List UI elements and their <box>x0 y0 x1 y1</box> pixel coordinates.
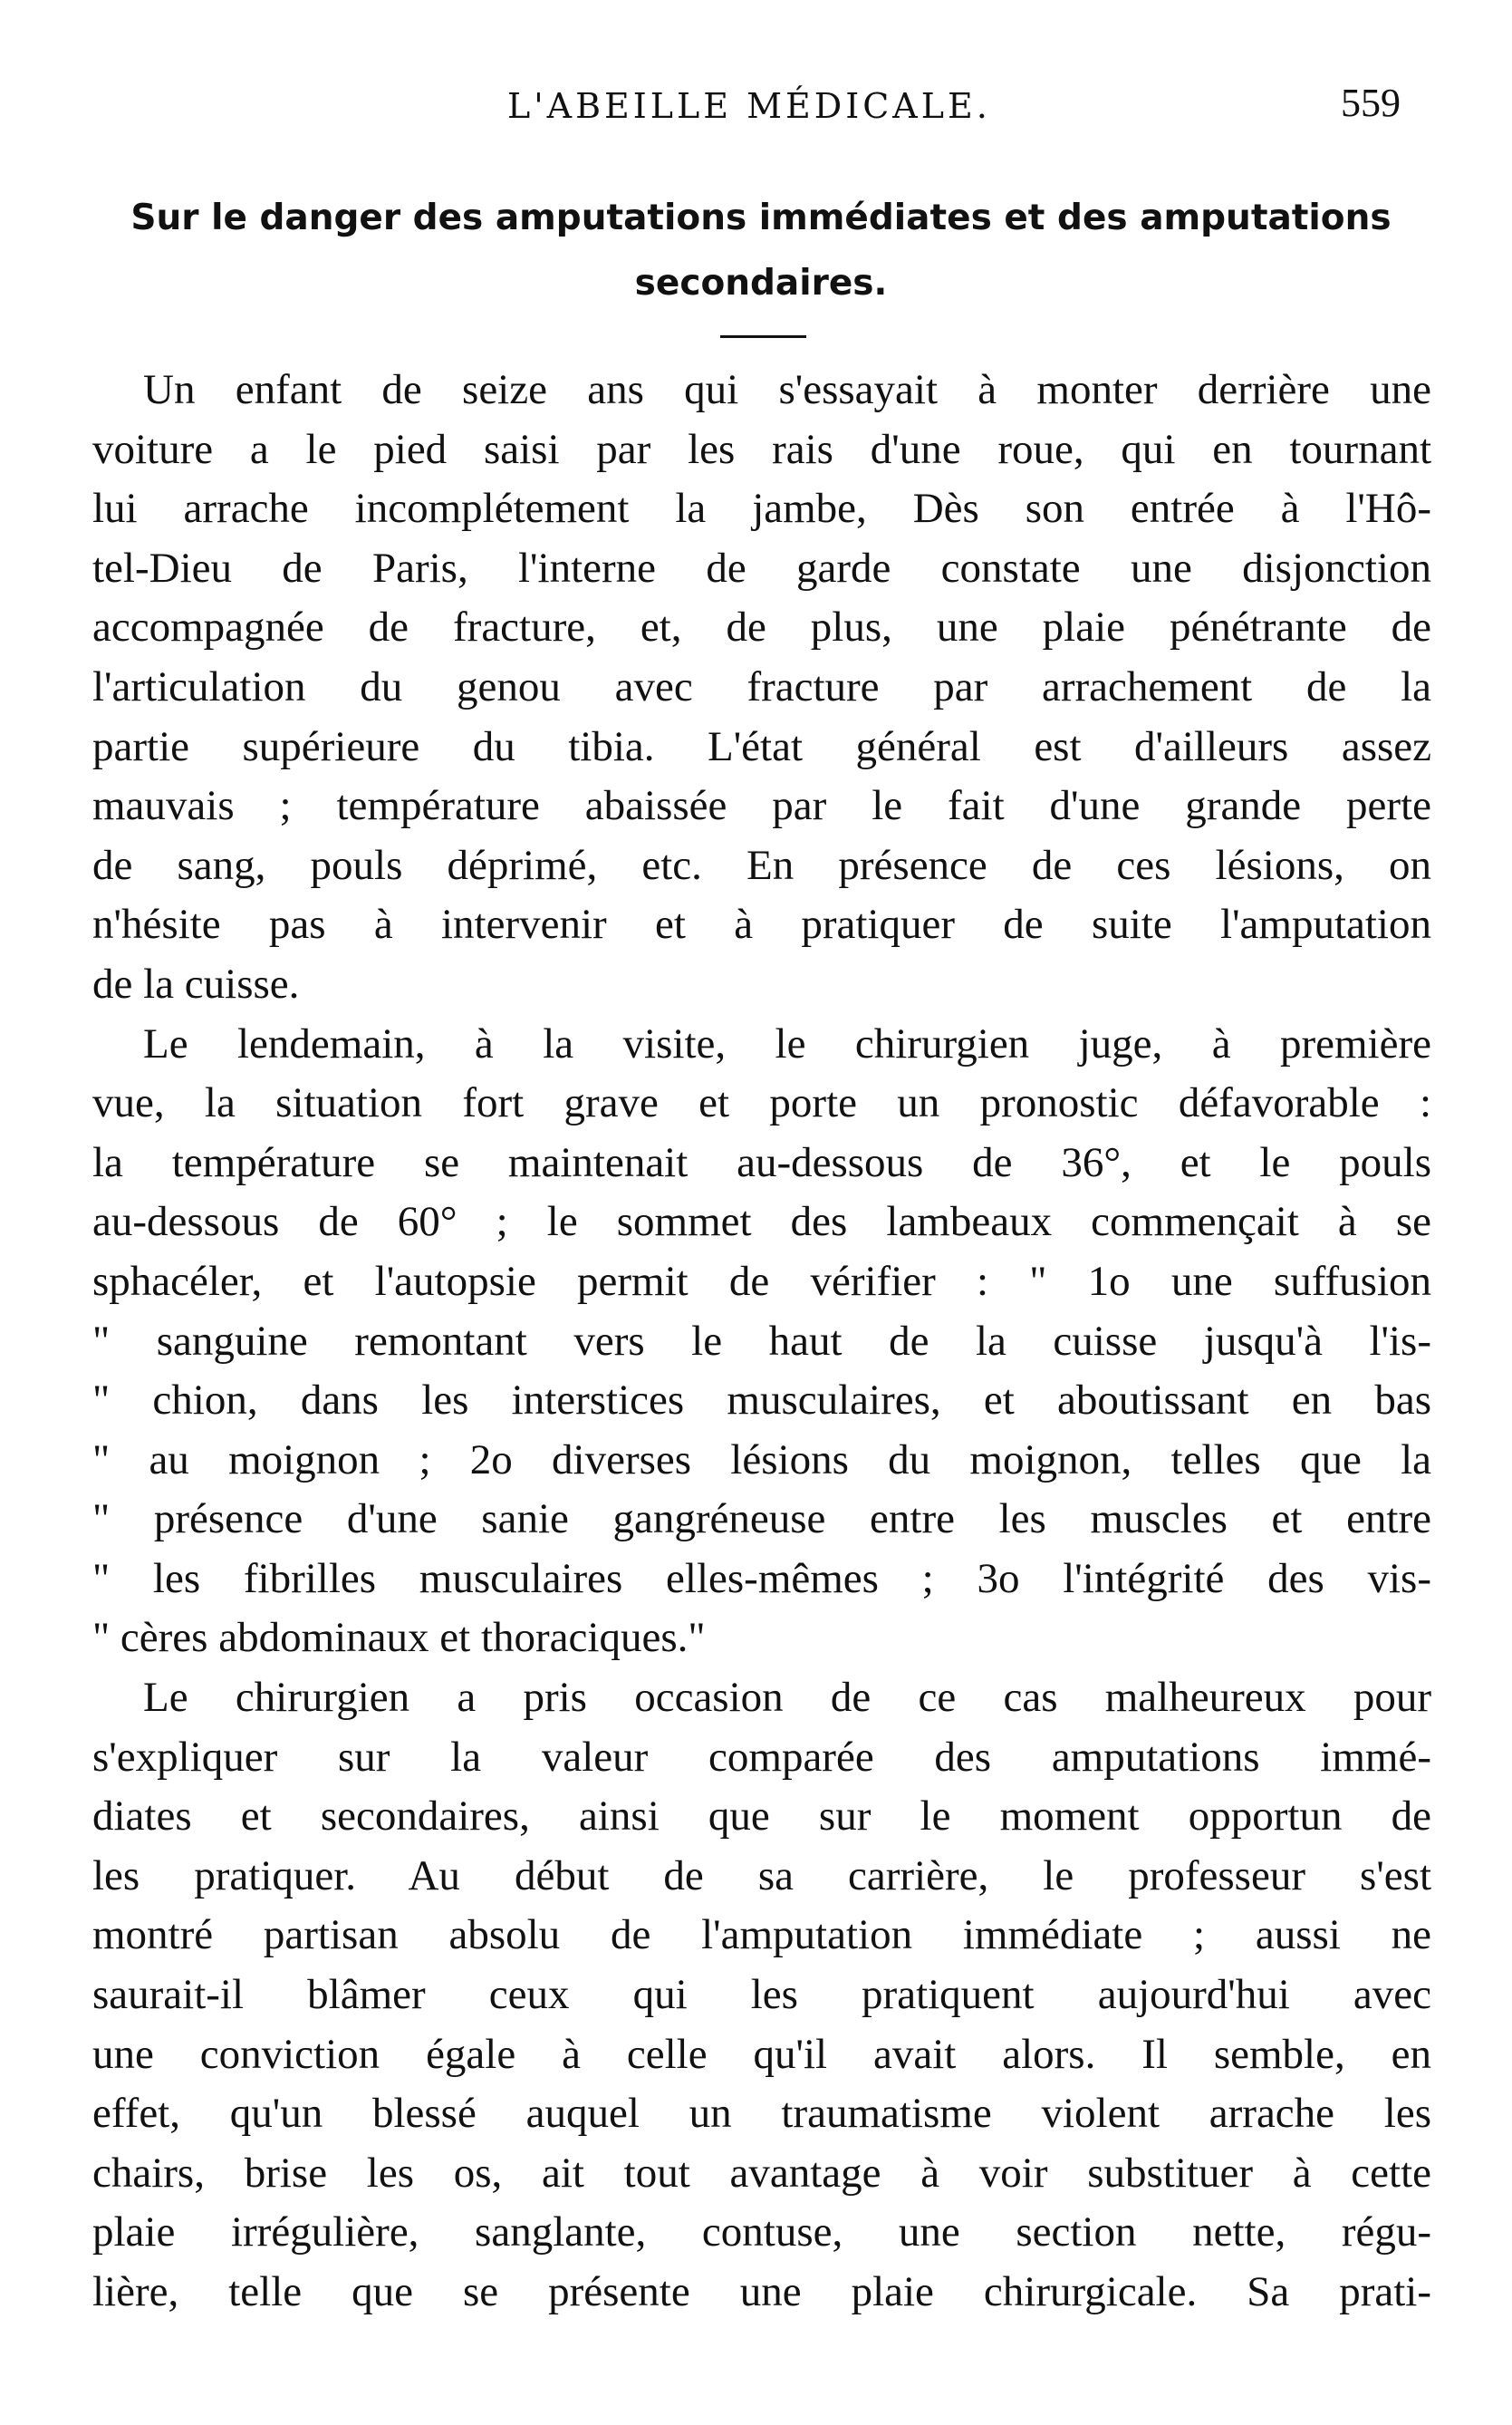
page-number: 559 <box>1341 81 1401 125</box>
body-line: Le lendemain, à la visite, le chirurgien juge, à première <box>143 1019 1431 1068</box>
body-line: tel-Dieu de Paris, l'interne de garde constate une disjonction <box>92 544 1431 592</box>
body-line: les pratiquer. Au début de sa carrière, le professeur s'est <box>92 1851 1431 1899</box>
body-line: saurait-il blâmer ceux qui les pratiquent aujourd'hui avec <box>92 1971 1431 2019</box>
body-line: " sanguine remontant vers le haut de la cuisse jusqu'à l'is- <box>92 1317 1431 1365</box>
body-line: " les fibrilles musculaires elles-mêmes ; 3o l'intégrité des vis- <box>92 1554 1431 1602</box>
article-title <box>91 186 1431 316</box>
body-line: n'hésite pas à intervenir et à pratiquer de suite l'amputation <box>92 901 1431 949</box>
body-line: diates et secondaires, ainsi que sur le moment opportun de <box>92 1792 1431 1840</box>
running-title: L'ABEILLE MÉDICALE. <box>507 86 991 126</box>
body-line: lière, telle que se présente une plaie chirurgicale. Sa prati- <box>92 2268 1431 2315</box>
article-title-line-1: Sur le danger des amputations immédiates et des amputations <box>130 198 1392 238</box>
title-divider <box>720 335 806 338</box>
body-line: " cères abdominaux et thoraciques." <box>92 1614 706 1662</box>
body-line: plaie irrégulière, sanglante, contuse, une section nette, régu- <box>92 2208 1431 2256</box>
body-line: lui arrache incomplétement la jambe, Dès son entrée à l'Hô- <box>92 485 1431 533</box>
body-line: la température se maintenait au-dessous de 36°, et le pouls <box>92 1138 1431 1186</box>
body-line: chairs, brise les os, ait tout avantage à voir substituer à cette <box>92 2149 1431 2197</box>
body-line: au-dessous de 60° ; le sommet des lambeaux commençait à se <box>92 1198 1431 1246</box>
body-line: partie supérieure du tibia. L'état général est d'ailleurs assez <box>92 722 1431 770</box>
body-line: de la cuisse. <box>92 960 300 1008</box>
body-line: mauvais ; température abaissée par le fait d'une grande perte <box>92 782 1431 830</box>
body-line: une conviction égale à celle qu'il avait alors. Il semble, en <box>92 2030 1431 2078</box>
body-line: Le chirurgien a pris occasion de ce cas malheureux pour <box>143 1674 1431 1722</box>
body-line: accompagnée de fracture, et, de plus, une plaie pénétrante de <box>92 604 1431 652</box>
body-line: s'expliquer sur la valeur comparée des amputations immé- <box>92 1733 1431 1781</box>
body-line: voiture a le pied saisi par les rais d'une roue, qui en tournant <box>92 425 1431 473</box>
body-line: " au moignon ; 2o diverses lésions du moignon, telles que la <box>92 1435 1431 1483</box>
article-title-line-2: secondaires. <box>634 263 888 304</box>
body-line: " présence d'une sanie gangréneuse entre les muscles et entre <box>92 1495 1431 1543</box>
body-line: sphacéler, et l'autopsie permit de vérifier : " 1o une suffusion <box>92 1257 1431 1305</box>
body-line: montré partisan absolu de l'amputation immédiate ; aussi ne <box>92 1911 1431 1959</box>
body-line: de sang, pouls déprimé, etc. En présence de ces lésions, on <box>92 841 1431 889</box>
body-line: vue, la situation fort grave et porte un pronostic défavorable : <box>92 1079 1431 1127</box>
body-line: l'articulation du genou avec fracture par arrachement de la <box>92 662 1431 710</box>
body-line: effet, qu'un blessé auquel un traumatisme violent arrache les <box>92 2090 1431 2138</box>
body-line: " chion, dans les interstices musculaires, et aboutissant en bas <box>92 1377 1431 1425</box>
body-line: Un enfant de seize ans qui s'essayait à monter derrière une <box>143 366 1431 413</box>
article-body <box>92 361 1431 2323</box>
